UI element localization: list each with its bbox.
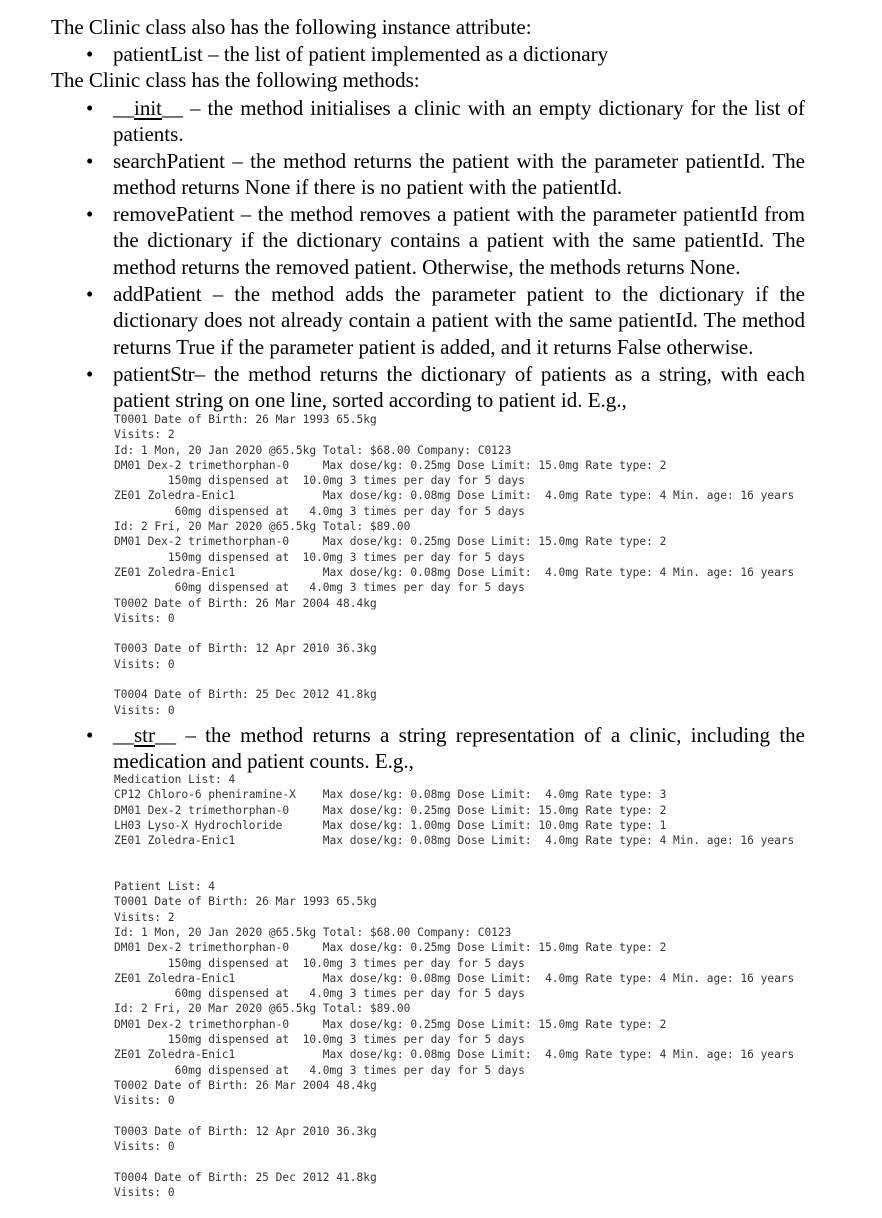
method-name-suffix: __ <box>155 723 176 747</box>
code-line: 150mg dispensed at 10.0mg 3 times per day for 5 days <box>114 550 525 564</box>
code-line: 150mg dispensed at 10.0mg 3 times per day for 5 days <box>114 474 525 488</box>
code-line: T0001 Date of Birth: 26 Mar 1993 65.5kg <box>114 895 377 909</box>
code-line: Medication List: 4 <box>114 773 236 786</box>
bullet-marker: • <box>86 149 94 173</box>
method-name-prefix: __ <box>113 723 134 747</box>
code-line: T0003 Date of Birth: 12 Apr 2010 36.3kg <box>114 642 377 656</box>
code-line: ZE01 Zoledra-Enic1 Max dose/kg: 0.08mg Dose Limit: 4.0mg Rate type: 4 Min. age: 16 years <box>114 1048 795 1062</box>
code-line: T0002 Date of Birth: 26 Mar 2004 48.4kg <box>114 1078 377 1092</box>
code-line: Visits: 0 <box>114 703 175 717</box>
code-line <box>114 672 794 687</box>
code-line: CP12 Chloro-6 pheniramine-X Max dose/kg: 0.08mg Dose Limit: 4.0mg Rate type: 3 <box>114 788 667 802</box>
bullet-marker: • <box>86 96 94 120</box>
bullet-marker: • <box>86 282 94 306</box>
code-line: DM01 Dex-2 trimethorphan-0 Max dose/kg: 0.25mg Dose Limit: 15.0mg Rate type: 2 <box>114 458 667 472</box>
code-line: Id: 2 Fri, 20 Mar 2020 @65.5kg Total: $89.00 <box>114 1002 411 1016</box>
code-line: DM01 Dex-2 trimethorphan-0 Max dose/kg: 0.25mg Dose Limit: 15.0mg Rate type: 2 <box>114 803 667 817</box>
method-description: – the method returns a string representation of a clinic, including the medication and patient counts. E.g., <box>113 723 805 774</box>
code-line: Visits: 0 <box>114 1094 175 1108</box>
method-item-removepatient <box>113 201 805 280</box>
code-line: DM01 Dex-2 trimethorphan-0 Max dose/kg: 0.25mg Dose Limit: 15.0mg Rate type: 2 <box>114 535 667 549</box>
code-line: Visits: 2 <box>114 910 175 924</box>
method-name-prefix: __ <box>113 96 134 120</box>
method-item-init <box>113 95 805 148</box>
code-line <box>114 864 794 879</box>
code-line <box>114 1154 794 1169</box>
bullet-marker: • <box>86 362 94 386</box>
code-line: 150mg dispensed at 10.0mg 3 times per day for 5 days <box>114 1033 525 1047</box>
code-line: ZE01 Zoledra-Enic1 Max dose/kg: 0.08mg Dose Limit: 4.0mg Rate type: 4 Min. age: 16 years <box>114 971 795 985</box>
code-line <box>114 848 794 863</box>
code-line: Visits: 0 <box>114 657 175 671</box>
code-line: ZE01 Zoledra-Enic1 Max dose/kg: 0.08mg Dose Limit: 4.0mg Rate type: 4 Min. age: 16 years <box>114 565 795 579</box>
attribute-item-patientlist: patientList – the list of patient implemented as a dictionary <box>113 42 609 66</box>
method-description: – the method adds the parameter patient to the dictionary if the dictionary does not already contain a patient with the same patientId. The method returns True if the parameter patient is added, and it returns False otherwise. <box>113 282 805 359</box>
code-line: 60mg dispensed at 4.0mg 3 times per day for 5 days <box>114 581 525 595</box>
code-line: 150mg dispensed at 10.0mg 3 times per day for 5 days <box>114 956 525 970</box>
str-example-output <box>114 772 794 1200</box>
method-name: removePatient <box>113 202 235 226</box>
code-line: 60mg dispensed at 4.0mg 3 times per day for 5 days <box>114 987 525 1001</box>
method-description: – the method initialises a clinic with an empty dictionary for the list of patients. <box>113 96 805 147</box>
code-line: Visits: 0 <box>114 1186 175 1200</box>
code-line: T0003 Date of Birth: 12 Apr 2010 36.3kg <box>114 1124 377 1138</box>
method-name: patientStr <box>113 362 195 386</box>
instance-attribute-heading: The Clinic class also has the following instance attribute: <box>51 15 532 39</box>
code-line: Patient List: 4 <box>114 880 216 894</box>
code-line: T0004 Date of Birth: 25 Dec 2012 41.8kg <box>114 1170 377 1184</box>
code-line: Id: 2 Fri, 20 Mar 2020 @65.5kg Total: $89.00 <box>114 520 411 534</box>
code-line: Visits: 0 <box>114 1140 175 1154</box>
method-name-suffix: __ <box>162 96 184 120</box>
code-line: DM01 Dex-2 trimethorphan-0 Max dose/kg: 0.25mg Dose Limit: 15.0mg Rate type: 2 <box>114 1017 667 1031</box>
code-line: T0004 Date of Birth: 25 Dec 2012 41.8kg <box>114 688 377 702</box>
code-line: Visits: 2 <box>114 428 175 442</box>
method-item-patientstr <box>113 361 805 414</box>
code-line <box>114 626 794 641</box>
method-item-str <box>113 722 805 775</box>
method-description: – the method returns the dictionary of patients as a string, with each patient string on one line, sorted according to patient id. E.g., <box>113 362 805 413</box>
code-line: LH03 Lyso-X Hydrochloride Max dose/kg: 1.00mg Dose Limit: 10.0mg Rate type: 1 <box>114 818 667 832</box>
bullet-marker: • <box>86 42 94 66</box>
code-line: Id: 1 Mon, 20 Jan 2020 @65.5kg Total: $68.00 Company: C0123 <box>114 443 512 457</box>
method-name: searchPatient <box>113 149 225 173</box>
code-line: T0002 Date of Birth: 26 Mar 2004 48.4kg <box>114 596 377 610</box>
code-line: T0001 Date of Birth: 26 Mar 1993 65.5kg <box>114 413 377 426</box>
method-description: – the method returns the patient with the parameter patientId. The method returns None if there is no patient with the patientId. <box>113 149 805 200</box>
code-line: Visits: 0 <box>114 611 175 625</box>
code-line: 60mg dispensed at 4.0mg 3 times per day for 5 days <box>114 504 525 518</box>
method-name: str <box>134 723 155 747</box>
code-line: 60mg dispensed at 4.0mg 3 times per day for 5 days <box>114 1063 525 1077</box>
code-line: Id: 1 Mon, 20 Jan 2020 @65.5kg Total: $68.00 Company: C0123 <box>114 925 512 939</box>
code-line <box>114 1109 794 1124</box>
code-line: ZE01 Zoledra-Enic1 Max dose/kg: 0.08mg Dose Limit: 4.0mg Rate type: 4 Min. age: 16 years <box>114 489 795 503</box>
method-name: init <box>134 96 163 120</box>
code-line: DM01 Dex-2 trimethorphan-0 Max dose/kg: 0.25mg Dose Limit: 15.0mg Rate type: 2 <box>114 941 667 955</box>
method-item-addpatient <box>113 281 805 360</box>
bullet-marker: • <box>86 723 94 747</box>
patient-str-example-output <box>114 412 794 718</box>
method-description: – the method removes a patient with the parameter patientId from the dictionary if the dictionary contains a patient with the same patientId. The method returns the removed patient. Otherwise, the methods returns None. <box>113 202 805 279</box>
method-name: addPatient <box>113 282 202 306</box>
method-item-searchpatient <box>113 148 805 201</box>
methods-heading: The Clinic class has the following methods: <box>51 68 420 92</box>
bullet-marker: • <box>86 202 94 226</box>
code-line: ZE01 Zoledra-Enic1 Max dose/kg: 0.08mg Dose Limit: 4.0mg Rate type: 4 Min. age: 16 years <box>114 834 795 848</box>
